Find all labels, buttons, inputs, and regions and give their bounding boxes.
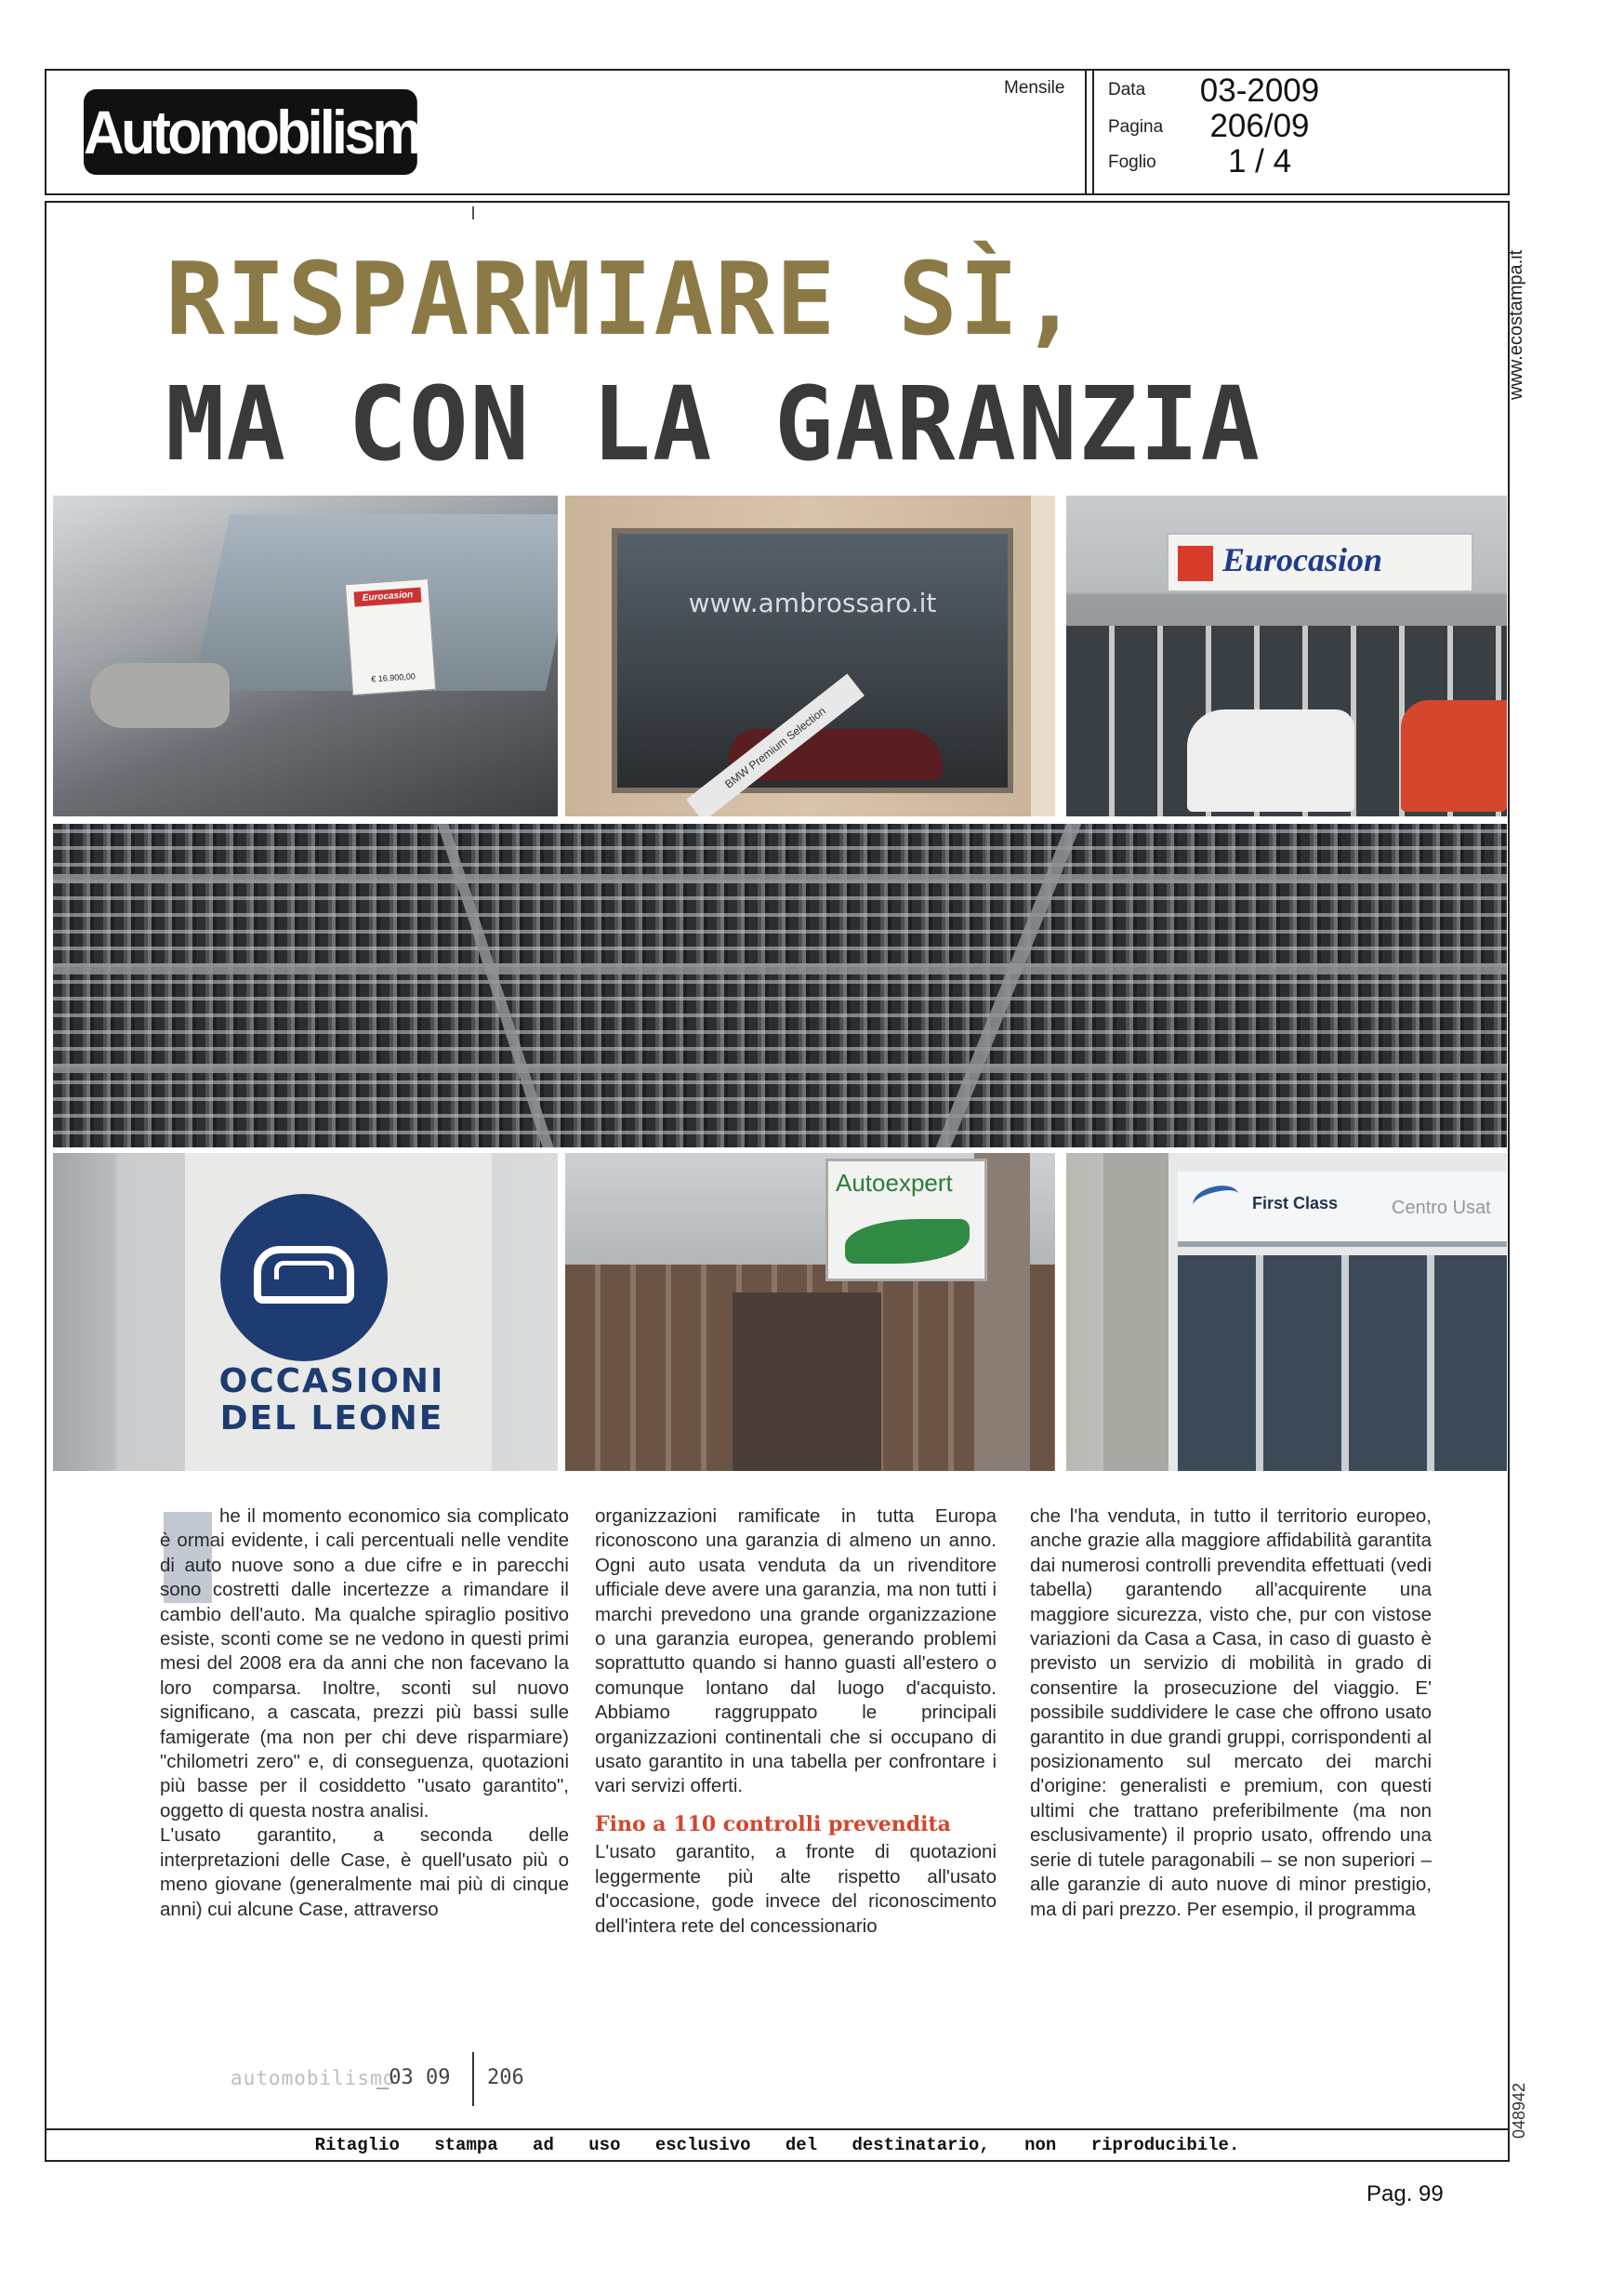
paragraph: che l'ha venduta, in tutto il territorio europeo, anche grazie alla maggiore affidabilità garantita dai numerosi controlli prevendita effettuati (vedi tabella) garantendo all'acquirente una maggiore sicurezza, visto che, pur con vistose variazioni da Casa a Casa, in caso di guasto è previsto un servizio di mobilità in grado di consentire la prosecuzione del viaggio. E' possibile suddividere le case che offrono usato garantito in due grandi gruppi, corrispondenti al posizionamento sul mercato dei marchi d'origine: generalisti e premium, con questi ultimi che trattano preferibilmente (ma non esclusivamente) il proprio usato, offrendo una serie di tutele paragonabili – se non superiori – alle garanzie di auto nuove di minor prestigio, ma di pari prezzo. Per esempio, il programma [1030, 1505, 1432, 1920]
sheet-value: 1 / 4 [1227, 143, 1292, 179]
paragraph: L'usato garantito, a seconda delle interpretazioni delle Case, è quell'usato più o meno giovane (generalmente mai più di cinque anni) cui alcune Case, attraverso [160, 1824, 569, 1920]
eurocasion-sign-text: Eurocasion [1222, 541, 1383, 578]
article-column-1 [160, 1504, 569, 1922]
lot-lane [437, 824, 553, 1147]
date-value: 03-2009 [1199, 73, 1320, 109]
showroom-glass [612, 528, 1013, 793]
clipping-notice: Ritaglio stampa ad uso esclusivo del destinatario, non riproducibile. [314, 2135, 1240, 2155]
lot-lane [53, 1064, 1507, 1073]
price-tag [345, 578, 436, 696]
page-number: Pag. 99 [1367, 2181, 1444, 2206]
eurocasion-logo-icon [1178, 546, 1213, 581]
photo-eurocasion-dealer [1066, 496, 1507, 816]
clip-divider [45, 2128, 1510, 2130]
autoexpert-sign [825, 1159, 987, 1281]
autoexpert-sign-text: Autoexpert [836, 1169, 953, 1197]
header-divider [1085, 69, 1087, 195]
red-van [1401, 700, 1507, 812]
photo-firstclass-dealer [1066, 1153, 1507, 1471]
price-tag-price: € 16.900,00 [370, 671, 416, 684]
article-column-3 [1030, 1504, 1432, 1922]
firstclass-subtitle: Centro Usat [1392, 1198, 1491, 1218]
photo-parking-lot [53, 824, 1507, 1147]
paragraph: L'usato garantito, a fronte di quotazioni leggermente più alte rispetto all'usato d'occasione, gode invece del riconoscimento dell'intera rete del concessionario [595, 1841, 997, 1937]
headline-line-1: RISPARMIARE SÌ, [165, 242, 1082, 358]
sheet-label: Foglio [1108, 152, 1156, 172]
eurocasion-sign [1167, 533, 1473, 592]
photo-occasioni-del-leone [53, 1153, 558, 1471]
car-mirror [90, 663, 230, 728]
lot-lane [53, 874, 1507, 883]
photo-showroom-window [565, 496, 1055, 816]
lot-lane [53, 963, 1507, 974]
article-column-2 [595, 1504, 997, 1939]
dealer-glass-doors [1178, 1255, 1507, 1471]
masthead-logo: Automobilismo [84, 89, 417, 175]
car-windshield-icon [274, 1261, 334, 1279]
showroom-sticker: BMW Premium Selection [686, 673, 865, 816]
leone-sign-text: OCCASIONI DEL LEONE [218, 1362, 445, 1438]
date-label: Data [1108, 80, 1146, 99]
folio-page-number: 206 [487, 2066, 524, 2089]
paragraph: he il momento economico sia complicato è ormai evidente, i cali percentuali nelle vendite di auto nuove sono a due cifre e in parecchi sono costretti dalle incertezze a rimandare il cambio dell'auto. Ma qualche spiraglio positivo esiste, sconti come se ne vedono in questi primi mesi del 2008 era da anni che non facevano la loro comparsa. Inoltre, sconti sul nuovo significano, a cascata, prezzi più bassi sulle famigerate (ma non per chi deve risparmiare) "chilometri zero" e, di conseguenza, quotazioni più basse per il cosiddetto "usato garantito", oggetto di questa nostra analisi. [160, 1505, 569, 1822]
building-pillar [1103, 1153, 1168, 1471]
headline-line-2: MA CON LA GARANZIA [165, 364, 1261, 484]
folio-brand: automobilismo [231, 2067, 396, 2089]
price-tag-brand: Eurocasion [354, 588, 422, 607]
source-website: www.ecostampa.it [1506, 249, 1526, 400]
paragraph: organizzazioni ramificate in tutta Europa riconoscono una garanzia di almeno un anno. Ogni auto usata venduta da un rivenditore ufficiale deve avere una garanzia, ma non tutti i marchi prevedono una grande organizzazione o una garanzia europea, generando problemi soprattutto quando si hanno guasti all'estero o comunque lontano dal luogo d'acquisto. Abbiamo raggruppato le principali organizzazioni continentali che si occupano di usato garantito in una tabella per confrontare i vari servizi offerti. [595, 1505, 997, 1797]
periodicity-label: Mensile [1004, 78, 1065, 98]
page-value: 206/09 [1209, 108, 1310, 144]
section-subheading: Fino a 110 controlli prevendita [595, 1811, 951, 1836]
lot-lane [936, 824, 1082, 1147]
folio-divider [472, 2052, 474, 2106]
crop-tick [472, 206, 474, 219]
road-logo-icon [845, 1219, 970, 1264]
dealer-door [733, 1292, 881, 1471]
page-label: Pagina [1108, 117, 1164, 137]
clipping-code: 048942 [1510, 2082, 1528, 2139]
showroom-pillar [1031, 496, 1055, 816]
white-van [1187, 709, 1354, 812]
photo-car-price-tag [53, 496, 558, 816]
header-divider [1092, 69, 1094, 195]
firstclass-brand: First Class [1252, 1194, 1339, 1212]
showroom-url: www.ambrossaro.it [688, 588, 937, 618]
folio-issue: _03 09 [376, 2066, 451, 2089]
photo-autoexpert-dealer [565, 1153, 1055, 1471]
